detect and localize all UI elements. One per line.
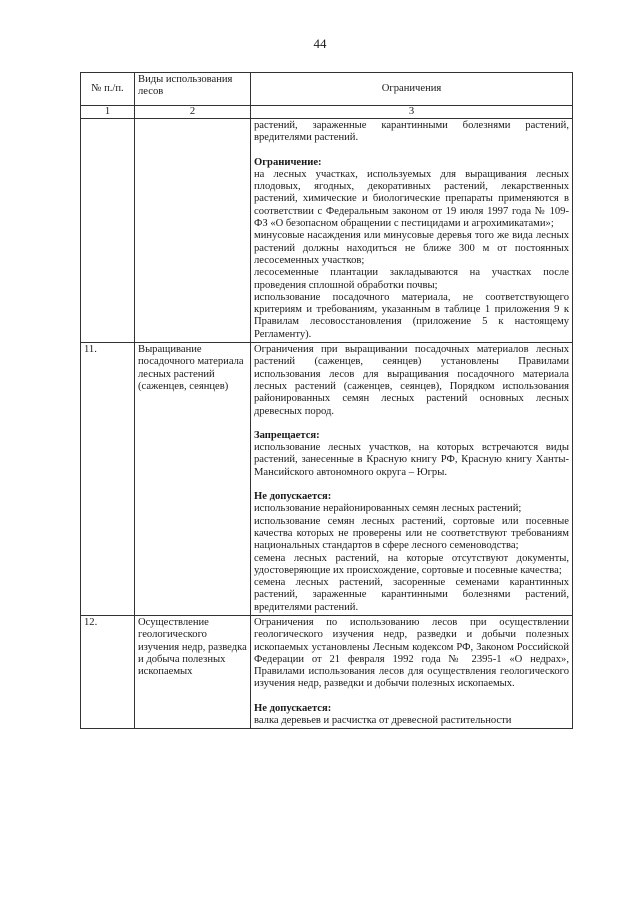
row-num (81, 119, 135, 343)
paragraph: семена лесных растений, засоренные семенами карантинных растений, зараженные карантинными болезнями растений, вредителями растений. (254, 577, 569, 613)
paragraph: использование нерайонированных семян лесных растений; (254, 503, 522, 515)
paragraph: минусовые насаждения или минусовые деревья того же вида лесных растений должны находиться не ближе 300 м от постоянных лесосеменных участков; (254, 230, 569, 266)
row-type (135, 119, 251, 343)
row-type: Выращивание посадочного материала лесных растений (саженцев, сеянцев) (135, 343, 251, 616)
index-2: 2 (135, 106, 251, 119)
row-num: 11. (81, 343, 135, 616)
header-limits: Ограничения (251, 73, 573, 106)
paragraph: Ограничения при выращивании посадочных материалов лесных растений (саженцев, сеянцев) установлены Правилами использования лесов для выращивания посадочного материала лесных растений (саженцев, сеянцев), Порядком использования районированных семян лесных растений основных лесных древесных пород. (254, 344, 569, 417)
section-heading: Ограничение: (254, 156, 322, 168)
page-number: 44 (313, 36, 327, 51)
paragraph: лесосеменные плантации закладываются на участках после проведения сплошной обработки почвы; (254, 267, 569, 291)
header-type: Виды использования лесов (135, 73, 251, 106)
row-type: Осуществление геологического изучения недр, разведка и добыча полезных ископаемых (135, 615, 251, 728)
paragraph: растений, зараженные карантинными болезнями растений, вредителями растений. (254, 120, 569, 144)
table-row (81, 343, 573, 616)
row-limits (251, 615, 573, 728)
index-3: 3 (251, 106, 573, 119)
row-limits (251, 343, 573, 616)
section-heading: Запрещается: (254, 429, 320, 441)
paragraph: Ограничения по использованию лесов при осуществлении геологического изучения недр, разведки и добычи полезных ископаемых установлены Лесным кодексом РФ, Законом Российской Федерации от 21 февраля 1992 года № 2395-1 «О недрах», Правилами использования лесов для осуществления геологического изучения недр, разведки и добычи полезных ископаемых. (254, 616, 569, 690)
header-num: № п./п. (81, 73, 135, 106)
table-header-row (81, 73, 573, 106)
section-heading: Не допускается: (254, 702, 332, 714)
paragraph: использование семян лесных растений, сортовые или посевные качества которых не проверены или не соответствуют требованиям национальных стандартов в сфере лесного семеноводства; (254, 515, 569, 552)
restrictions-table (80, 72, 573, 729)
table-row (81, 615, 573, 728)
paragraph: валка деревьев и расчистка от древесной растительности (254, 715, 512, 727)
table-row (81, 119, 573, 343)
section-heading: Не допускается: (254, 491, 332, 503)
row-num: 12. (81, 615, 135, 728)
index-1: 1 (81, 106, 135, 119)
paragraph: использование посадочного материала, не соответствующего критериям и требованиям, указанным в таблице 1 приложения 9 к Правилам лесовосстановления (приложение 5 к настоящему Регламенту). (254, 291, 569, 340)
paragraph: использование лесных участков, на которых встречаются виды растений, занесенные в Красную книгу РФ, Красную книгу Ханты-Мансийского автономного округа – Югры. (254, 442, 569, 478)
column-index-row (81, 106, 573, 119)
paragraph: семена лесных растений, на которые отсутствуют документы, удостоверяющие их происхождение, сортовые и посевные качества; (254, 552, 569, 576)
row-limits (251, 119, 573, 343)
paragraph: на лесных участках, используемых для выращивания лесных плодовых, ягодных, декоративных растений, лекарственных растений, химические и биологические препараты применяются в соответствии с Федеральным законом от 19 июля 1997 года № 109-ФЗ «О безопасном обращении с пестицидами и агрохимикатами»; (254, 168, 569, 230)
